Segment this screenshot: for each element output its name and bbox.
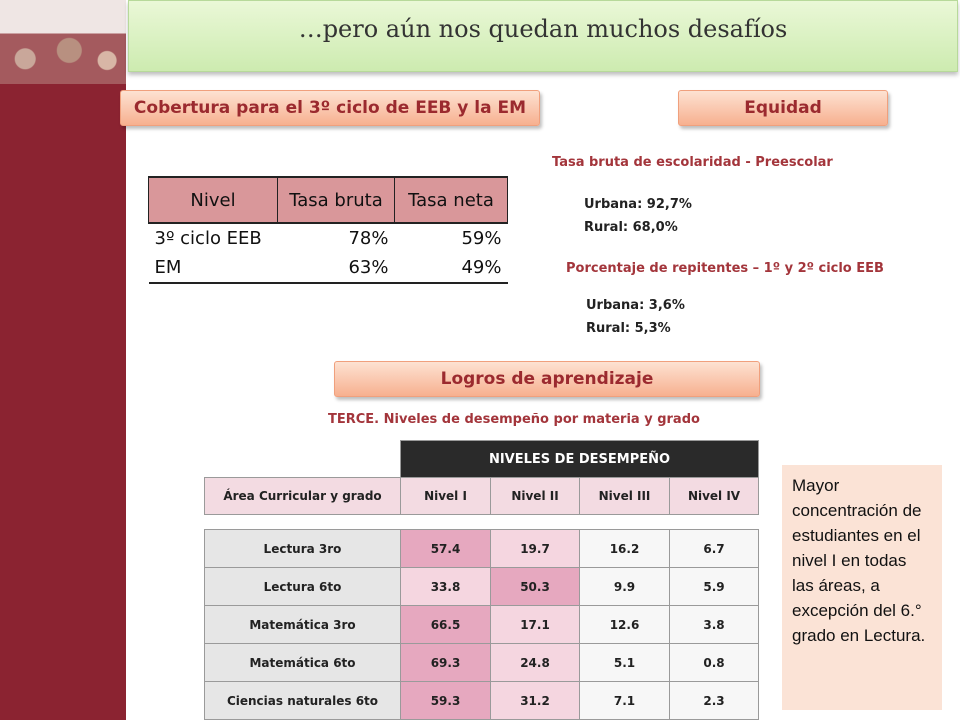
repitentes-title: Porcentaje de repitentes – 1º y 2º ciclo EEB	[566, 261, 884, 276]
table-row	[149, 253, 508, 283]
value-cell: 16.2	[580, 530, 670, 568]
value-cell: 9.9	[580, 568, 670, 606]
cobertura-label: Cobertura para el 3º ciclo de EEB y la EM	[120, 90, 540, 126]
value-cell: 50.3	[491, 568, 580, 606]
value-cell: 6.7	[670, 530, 759, 568]
header-tasa-neta: Tasa neta	[395, 177, 508, 223]
terce-table	[204, 440, 759, 720]
area-cell: Lectura 6to	[205, 568, 401, 606]
area-cell: Lectura 3ro	[205, 530, 401, 568]
value-cell: 31.2	[491, 682, 580, 720]
level-header: Nivel IV	[670, 478, 759, 515]
value-cell: 7.1	[580, 682, 670, 720]
area-cell: Matemática 3ro	[205, 606, 401, 644]
value-cell: 66.5	[401, 606, 491, 644]
repitentes-rural: Rural: 5,3%	[586, 321, 671, 336]
value-cell: 59.3	[401, 682, 491, 720]
sidebar-strip	[0, 0, 126, 720]
slide-title: …pero aún nos quedan muchos desafíos	[298, 15, 788, 43]
header-nivel: Nivel	[149, 177, 278, 223]
area-cell: Ciencias naturales 6to	[205, 682, 401, 720]
area-cell: Matemática 6to	[205, 644, 401, 682]
terce-subtitle: TERCE. Niveles de desempeño por materia y grado	[328, 412, 700, 427]
value-cell: 19.7	[491, 530, 580, 568]
value-cell: 2.3	[670, 682, 759, 720]
value-cell: 33.8	[401, 568, 491, 606]
area-header: Área Curricular y grado	[205, 478, 401, 515]
level-header: Nivel I	[401, 478, 491, 515]
level-header: Nivel II	[491, 478, 580, 515]
empty-corner	[205, 441, 401, 478]
title-banner	[128, 0, 958, 72]
preescolar-title: Tasa bruta de escolaridad - Preescolar	[552, 155, 833, 170]
cell-neta: 49%	[395, 253, 508, 283]
cell-nivel: EM	[149, 253, 278, 283]
level-header: Nivel III	[580, 478, 670, 515]
cell-neta: 59%	[461, 228, 502, 249]
table-row	[205, 606, 759, 644]
cell-bruta: 63%	[278, 253, 395, 283]
niveles-header: NIVELES DE DESEMPEÑO	[401, 441, 759, 478]
value-cell: 12.6	[580, 606, 670, 644]
equidad-label: Equidad	[678, 90, 888, 126]
cobertura-table	[148, 176, 508, 284]
conclusion-note: Mayor concentración de estudiantes en el nivel I en todas las áreas, a excepción del 6.° grado en Lectura.	[782, 465, 942, 710]
value-cell: 69.3	[401, 644, 491, 682]
preescolar-urbana: Urbana: 92,7%	[584, 197, 692, 212]
table-row	[149, 223, 508, 253]
header-tasa-bruta: Tasa bruta	[278, 177, 395, 223]
header-photo	[0, 0, 126, 84]
table-row	[205, 568, 759, 606]
cell-bruta: 78%	[348, 228, 389, 249]
logros-label: Logros de aprendizaje	[334, 361, 760, 397]
table-row	[205, 644, 759, 682]
value-cell: 0.8	[670, 644, 759, 682]
preescolar-rural: Rural: 68,0%	[584, 220, 678, 235]
value-cell: 3.8	[670, 606, 759, 644]
table-row	[205, 530, 759, 568]
value-cell: 57.4	[401, 530, 491, 568]
value-cell: 5.9	[670, 568, 759, 606]
value-cell: 5.1	[580, 644, 670, 682]
value-cell: 17.1	[491, 606, 580, 644]
table-row	[205, 682, 759, 720]
cell-nivel: 3º ciclo EEB	[154, 228, 262, 249]
repitentes-urbana: Urbana: 3,6%	[586, 298, 685, 313]
value-cell: 24.8	[491, 644, 580, 682]
